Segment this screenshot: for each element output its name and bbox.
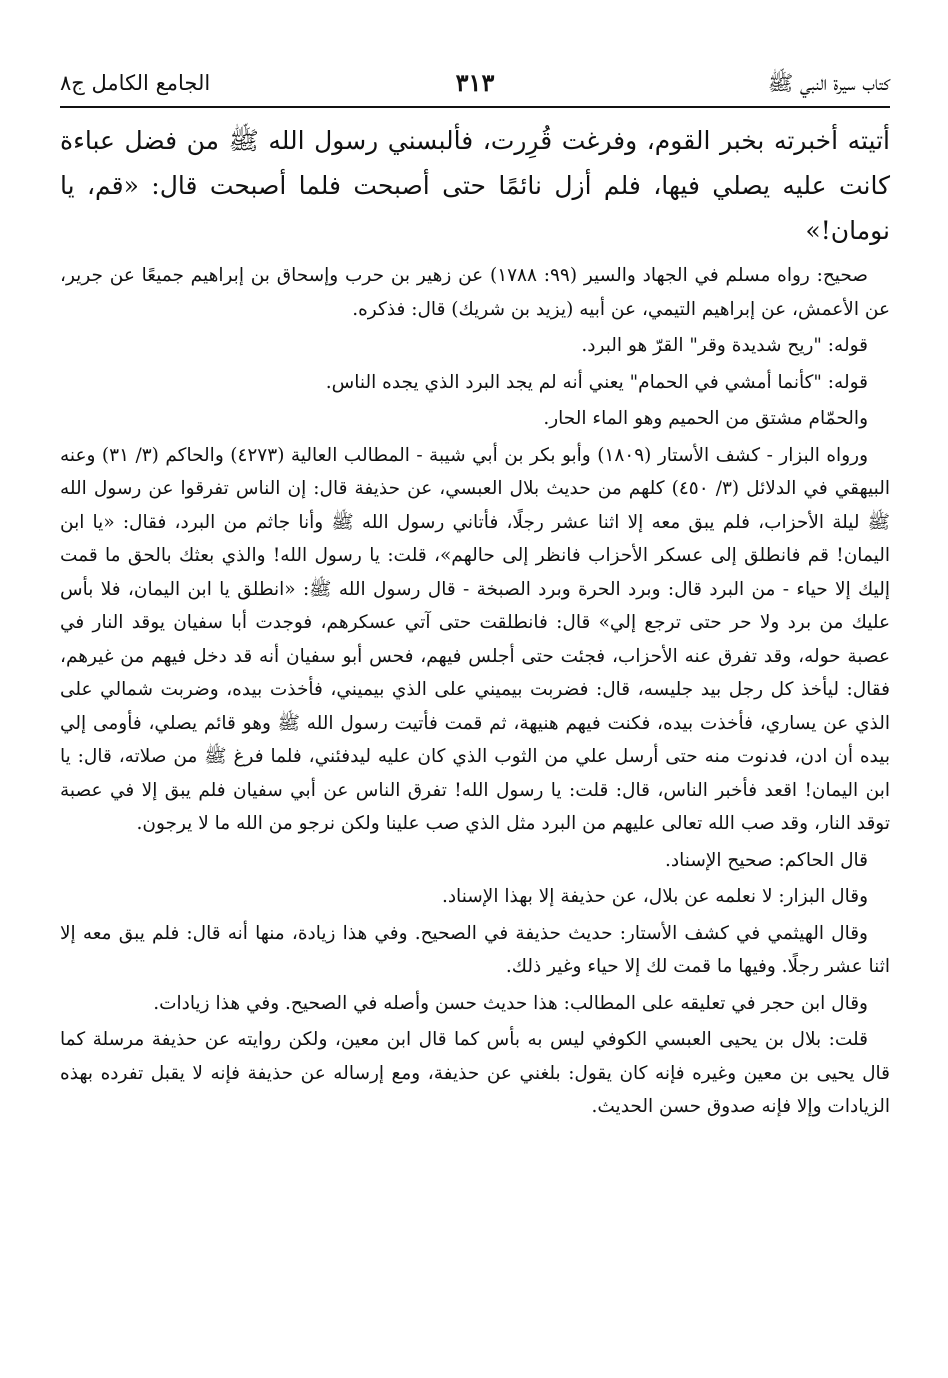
hadith-main-text: أتيته أخبرته بخبر القوم، وفرغت قُرِرت، فألبسني رسول الله ﷺ من فضل عباءة كانت عليه يصلي فيها، فلم أزل نائمًا حتى أصبحت فلما أصبحت قال: «قم، يا نومان!» [60, 126, 890, 245]
bazzar-comment-paragraph: وقال البزار: لا نعلمه عن بلال، عن حذيفة إلا بهذا الإسناد. [441, 886, 868, 907]
page-number: ٣١٣ [455, 68, 495, 97]
page-header [60, 60, 890, 108]
running-head-volume: الجامع الكامل ج٨ [60, 71, 211, 95]
author-comment-paragraph: قلت: بلال بن يحيى العبسي الكوفي ليس به بأس كما قال ابن معين، ولكن روايته عن حذيفة مرسلة كما قال يحيى بن معين وغيره فإنه كان يقول: بلغني عن حذيفة، ومع إرساله عن حذيفة فإنه لا يقبل تفرده بهذه الزيادات وإلا فإنه صدوق حسن الحديث. [60, 1029, 890, 1117]
gloss-paragraph-hamim: والحمّام مشتق من الحميم وهو الماء الحار. [543, 408, 868, 429]
page-body [60, 118, 890, 1124]
running-head-book-section: كتاب سيرة النبي ﷺ [767, 71, 890, 95]
gloss-paragraph-qarr: قوله: "ريح شديدة وقر" القرّ هو البرد. [581, 335, 868, 356]
bazzar-narration-paragraph: ورواه البزار - كشف الأستار (١٨٠٩) وأبو بكر بن أبي شيبة - المطالب العالية (٤٢٧٣) والحاكم (٣/ ٣١) وعنه البيهقي في الدلائل (٣/ ٤٥٠) كلهم من حديث بلال العبسي، عن حذيفة قال: إن الناس تفرقوا عن رسول الله ﷺ ليلة الأحزاب، فلم يبق معه إلا اثنا عشر رجلًا، فأتاني رسول الله ﷺ وأنا جاثم من البرد، فقال: «يا ابن اليمان! قم فانطلق إلى عسكر الأحزاب فانظر إلى حالهم»، قلت: يا رسول الله! والذي بعثك بالحق ما قمت إليك إلا حياء - من البرد قال: وبرد الحرة وبرد الصبخة - قال رسول الله ﷺ: «انطلق يا ابن اليمان، فلا بأس عليك من برد ولا حر حتى ترجع إلي» قال: فانطلقت حتى آتي عسكرهم، فوجدت أبا سفيان يوقد النار في عصبة حوله، وقد تفرق عنه الأحزاب، فجئت حتى أجلس فيهم، فحس أبو سفيان أنه قد دخل فيهم من غيرهم، فقال: ليأخذ كل رجل بيد جليسه، قال: فضربت بيميني على الذي بيميني، فأخذت بيده، وضربت شمالي على الذي عن يساري، فأخذت بيده، فكنت فيهم هنيهة، ثم قمت فأتيت رسول الله ﷺ وهو قائم يصلي، فأومى إلي بيده أن ادن، فدنوت منه حتى أرسل علي من الثوب الذي كان عليه ليدفئني، فلما فرغ ﷺ من صلاته، قال: يا ابن اليمان! اقعد فأخبر الناس، قال: قلت: يا رسول الله! تفرق الناس عن أبي سفيان فلم يبق إلا في عصبة توقد النار، وقد صب الله تعالى عليهم من البرد مثل الذي صب علينا ولكن نرجو من الله ما لا يرجون. [60, 444, 891, 834]
hakim-grading-paragraph: قال الحاكم: صحيح الإسناد. [665, 849, 868, 871]
gloss-paragraph-hammam: قوله: "كأنما أمشي في الحمام" يعني أنه لم يجد البرد الذي يجده الناس. [325, 371, 868, 393]
ibn-hajar-comment-paragraph: وقال ابن حجر في تعليقه على المطالب: هذا حديث حسن وأصله في الصحيح. وفي هذا زيادات. [153, 992, 868, 1014]
haythami-comment-paragraph: وقال الهيثمي في كشف الأستار: حديث حذيفة في الصحيح. وفي هذا زيادة، منها أنه قال: فلم يبق معه إلا اثنا عشر رجلًا. وفيها ما قمت لك إلا حياء وغير ذلك. [60, 922, 890, 977]
takhrij-paragraph: صحيح: رواه مسلم في الجهاد والسير (٩٩: ١٧٨٨) عن زهير بن حرب وإسحاق بن إبراهيم جميعًا عن جرير، عن الأعمش، عن إبراهيم التيمي، عن أبيه (يزيد بن شريك) قال: فذكره. [60, 265, 890, 320]
